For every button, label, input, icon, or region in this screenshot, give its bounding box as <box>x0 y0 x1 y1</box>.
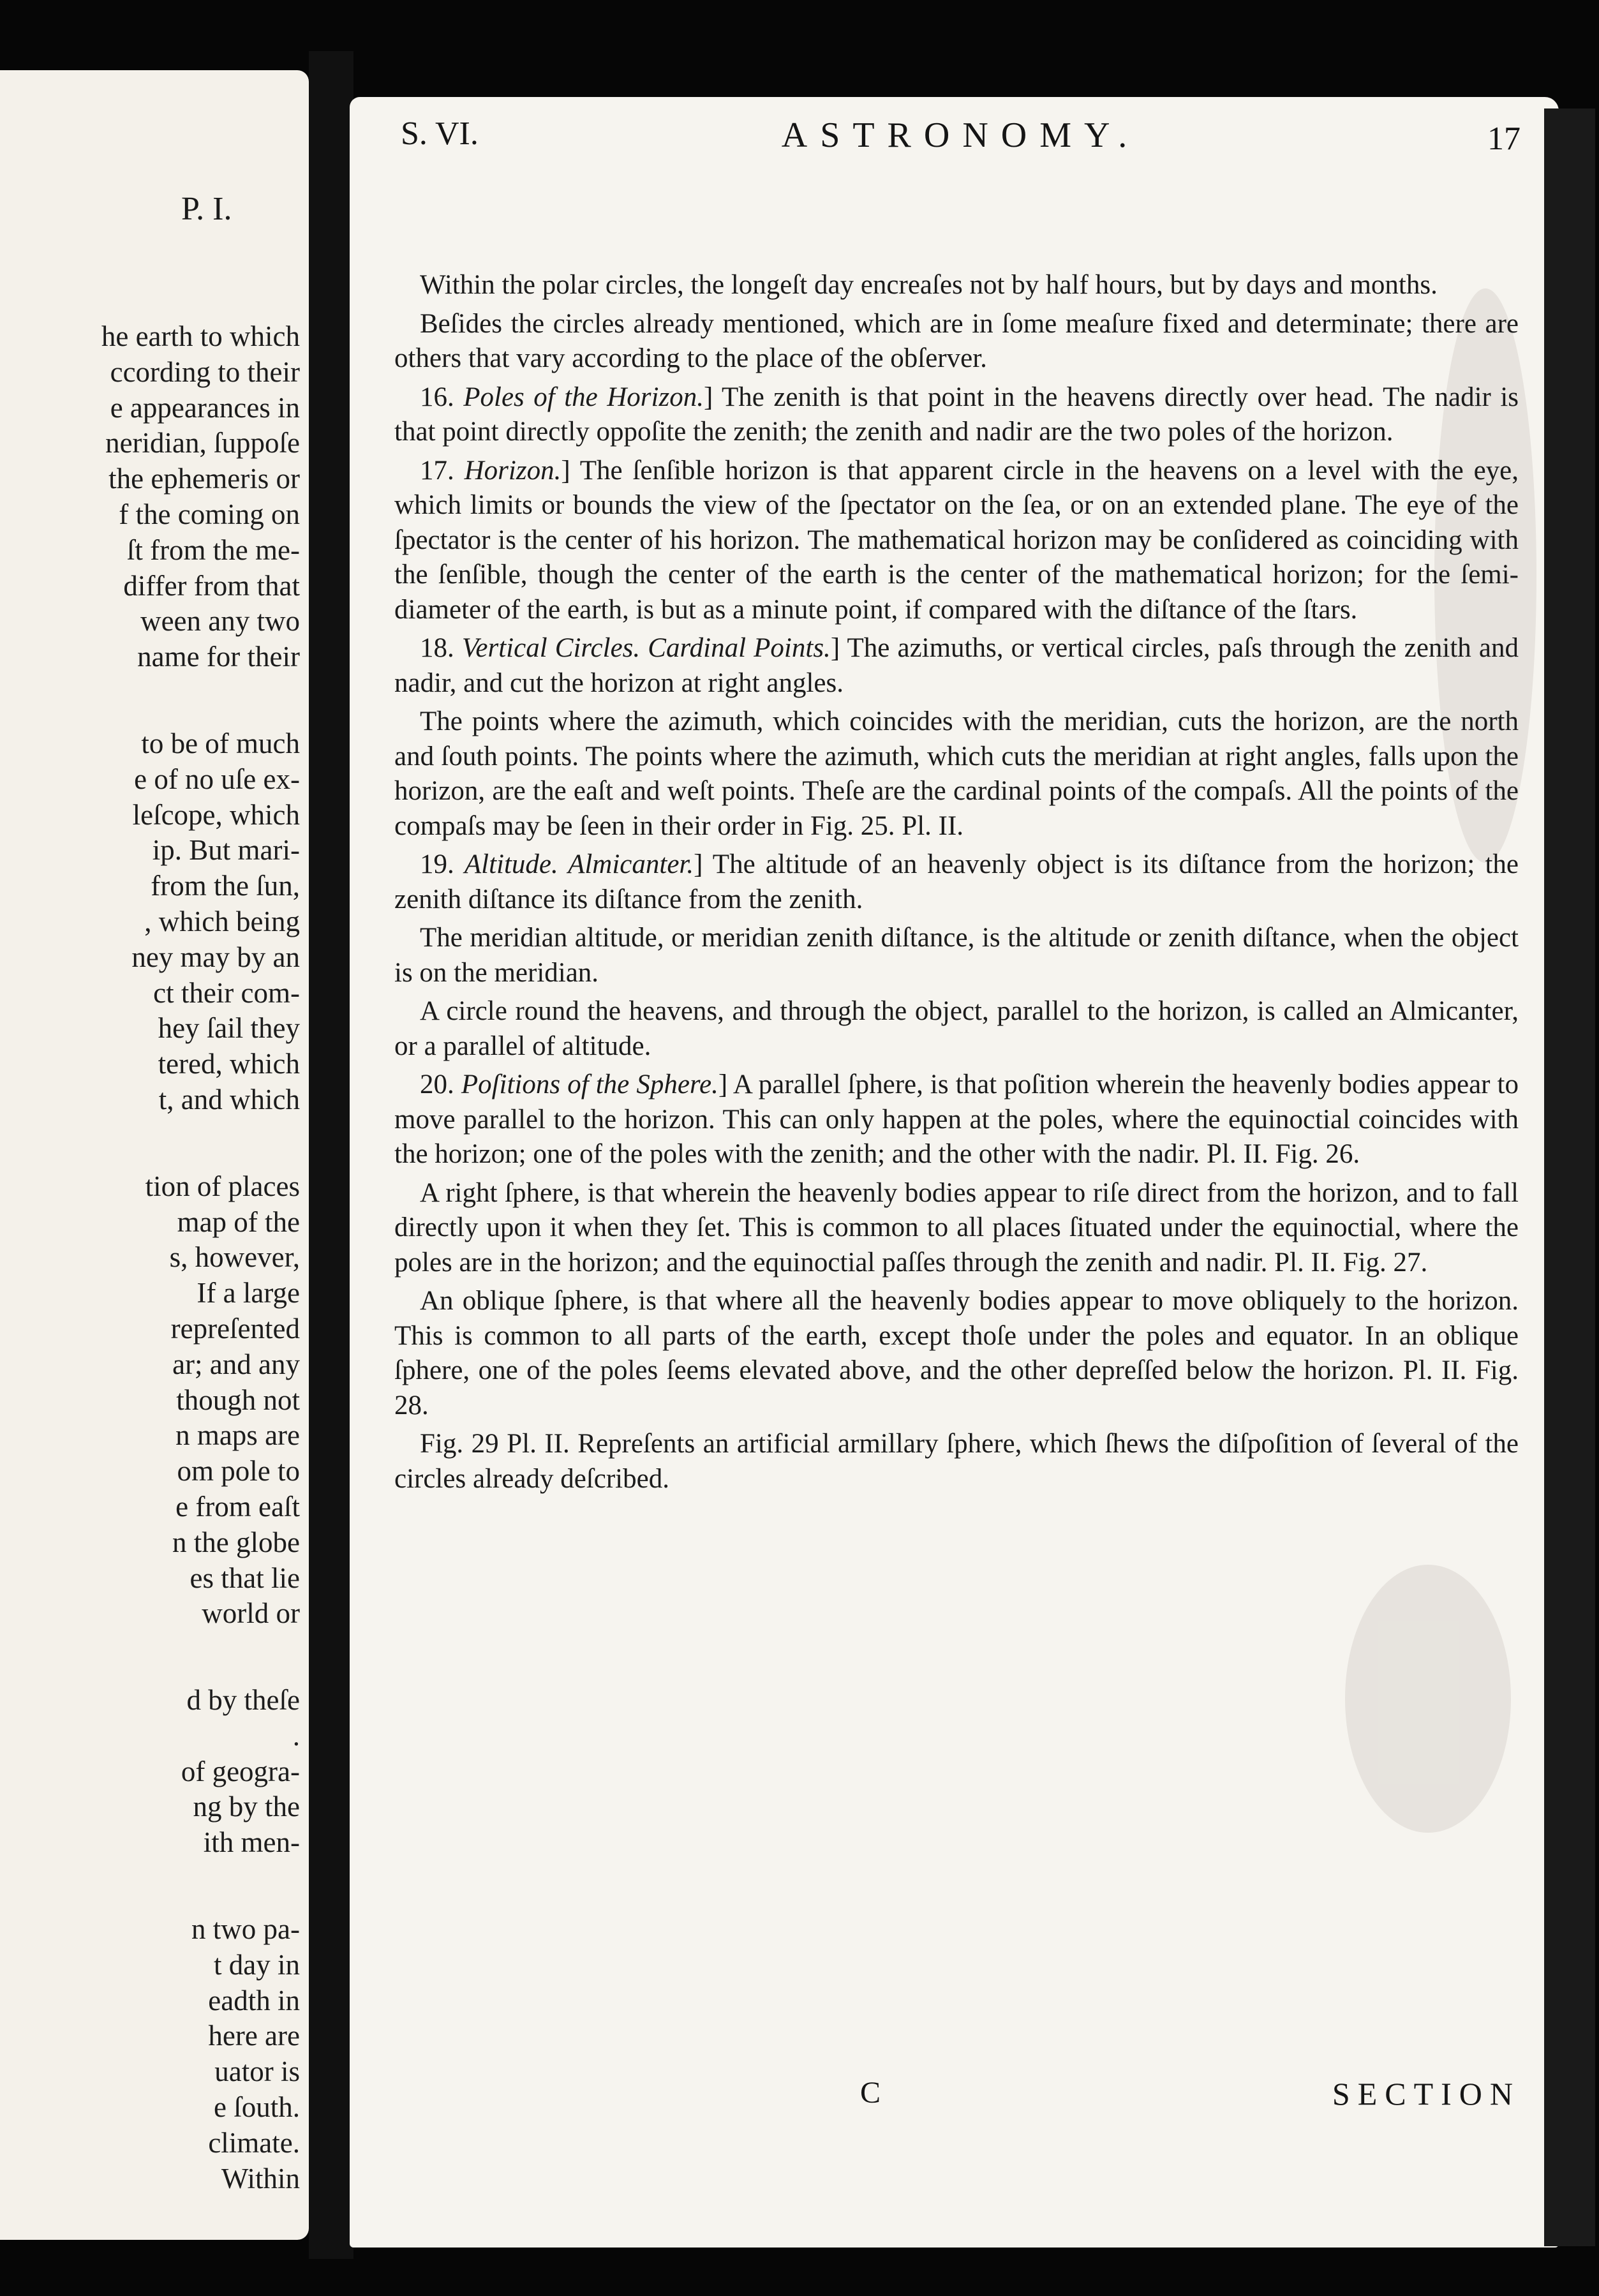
text-line: name for their <box>137 641 300 673</box>
text-line: . <box>292 1719 300 1752</box>
signature-mark: C <box>860 2076 881 2110</box>
running-head <box>401 115 1521 160</box>
paragraph <box>394 380 1519 450</box>
paragraph-text: An oblique ſphere, is that where all the heavenly bodies appear to move obliquely to the horizon. This is common to all parts of the earth, except thoſe under the poles and equator. In an oblique ſphere, one of the poles ſeems elevated above, and the other depreſſed below the horizon. Pl. II. Fig. 28. <box>394 1286 1519 1420</box>
page-title: ASTRONOMY. <box>781 116 1140 155</box>
text-line: ccording to their <box>110 355 300 388</box>
text-line: from the ſun, <box>151 870 300 902</box>
paragraph-break <box>0 1118 300 1169</box>
text-line: om pole to <box>177 1455 300 1487</box>
paragraph <box>394 268 1519 303</box>
paragraph <box>394 631 1519 701</box>
paragraph <box>394 1284 1519 1423</box>
text-line: the ephemeris or <box>108 463 300 495</box>
text-line: e from eaſt <box>175 1490 300 1523</box>
text-line: es that lie <box>190 1562 300 1594</box>
paragraph <box>394 1427 1519 1496</box>
text-line: e appearances in <box>110 391 300 424</box>
paragraph <box>394 1068 1519 1172</box>
text-line: differ from that <box>123 569 300 602</box>
text-line: hey ſail they <box>158 1012 300 1045</box>
text-line: Within <box>221 2162 300 2195</box>
paragraph-heading: Vertical Circles. Cardinal Points. <box>461 633 831 663</box>
text-line: n maps are <box>175 1419 300 1452</box>
paragraph-number: 19. <box>420 849 454 879</box>
text-line: here are <box>208 2020 300 2052</box>
paragraph <box>394 704 1519 844</box>
text-line: climate. <box>208 2126 300 2159</box>
text-line: , which being <box>144 905 300 937</box>
book-gutter <box>309 51 353 2259</box>
paper-stain <box>1345 1565 1511 1833</box>
paragraph-text: The meridian altitude, or meridian zenith diſtance, is the altitude or zenith diſtance, when the object is on the meridian. <box>394 923 1519 988</box>
paragraph-number: 16. <box>420 382 454 412</box>
paragraph-heading: Horizon. <box>464 455 562 486</box>
paragraph-text: Fig. 29 Pl. II. Repreſents an artificial armillary ſphere, which ſhews the diſpoſition of ſeveral of the circles already deſcribed. <box>394 1429 1519 1494</box>
paragraph-break <box>0 1632 300 1683</box>
paragraph-text: Within the polar circles, the longeſt day encreaſes not by half hours, but by days and months. <box>420 270 1438 300</box>
paragraph <box>394 847 1519 917</box>
text-line: to be of much <box>141 727 300 759</box>
paragraph-heading: Poles of the Horizon. <box>463 382 704 412</box>
text-line: t, and which <box>158 1083 300 1115</box>
paragraph-text: ] The azimuths, or vertical circles, paſs through the zenith and nadir, and cut the horizon at right angles. <box>394 633 1519 698</box>
paragraph-heading: Altitude. Almicanter. <box>464 849 694 879</box>
paragraph-text: ] The altitude of an heavenly object is its diſtance from the horizon; the zenith diſtance its diſtance from the zenith. <box>394 849 1519 914</box>
catchword: SECTION <box>1332 2076 1521 2112</box>
text-line: d by theſe <box>186 1684 300 1717</box>
text-line: t day in <box>214 1948 300 1981</box>
paragraph-heading: Poſitions of the Sphere. <box>461 1070 718 1100</box>
text-line: though not <box>176 1383 300 1416</box>
text-line: ar; and any <box>172 1348 300 1380</box>
text-line: he earth to which <box>101 320 300 352</box>
text-line: leſcope, which <box>132 798 300 831</box>
paragraph-text: ] The ſenſible horizon is that apparent circle in the heavens on a level with the eye, which limits or bounds the view of the ſpectator on the ſea, or on an extended plane. The eye of the ſpectator is the center of his horizon. The mathematical horizon may be conſidered as coinciding with the ſenſible, though the center of the earth is the center of the mathematical horizon; for the ſemi-diameter of the earth, is but as a minute point, if compared with the diſtance of the ſtars. <box>394 455 1519 625</box>
text-line: ct their com- <box>153 976 300 1009</box>
text-line: n two pa- <box>191 1913 300 1946</box>
paragraph-text: ] A parallel ſphere, is that poſition wherein the heavenly bodies appear to move parallel to the horizon. This can only happen at the poles, where the equinoctial coincides with the horizon; one of the poles with the zenith; and the other with the nadir. Pl. II. Fig. 26. <box>394 1070 1519 1169</box>
text-line: ney may by an <box>131 941 300 973</box>
paragraph <box>394 1176 1519 1281</box>
text-line: If a large <box>197 1277 300 1309</box>
text-line: of geogra- <box>181 1755 300 1787</box>
text-line: tered, which <box>158 1048 300 1080</box>
text-line: e ſouth. <box>214 2091 300 2124</box>
paragraph-text: ] The zenith is that point in the heavens directly over head. The nadir is that point directly oppoſite the zenith; the zenith and nadir are the two poles of the horizon. <box>394 382 1519 447</box>
paragraph-text: A right ſphere, is that wherein the heavenly bodies appear to riſe direct from the horizon, and to fall directly upon it when they ſet. This is common to all places ſituated under the equinoctial, where the poles are in the horizon; and the equinoctial paſſes through the zenith and nadir. Pl. II. Fig. 27. <box>394 1177 1519 1278</box>
paragraph-number: 20. <box>420 1070 454 1100</box>
paragraph <box>394 307 1519 376</box>
text-line: eadth in <box>208 1984 300 2016</box>
text-line: repreſented <box>170 1312 300 1345</box>
text-line: e of no uſe ex- <box>134 763 300 795</box>
page-edge <box>1544 108 1595 2246</box>
left-page-text <box>0 319 300 2196</box>
paragraph <box>394 921 1519 990</box>
text-line: tion of places <box>145 1170 300 1202</box>
paragraph-text: A circle round the heavens, and through the object, parallel to the horizon, is called an Almicanter, or a parallel of altitude. <box>394 996 1519 1061</box>
page-body-text <box>394 268 1519 1500</box>
text-line: n the globe <box>172 1526 300 1558</box>
text-line: ſt from the me- <box>126 533 300 566</box>
text-line: ith men- <box>203 1826 300 1859</box>
paragraph-break <box>0 675 300 726</box>
text-line: neridian, ſuppoſe <box>105 427 300 459</box>
text-line: ip. But mari- <box>152 834 300 867</box>
catchline <box>401 2075 1521 2120</box>
left-page <box>0 70 309 2240</box>
text-line: f the coming on <box>119 498 300 530</box>
text-line: ween any two <box>140 605 300 637</box>
paragraph-number: 18. <box>420 633 454 663</box>
text-line: uator is <box>214 2055 300 2088</box>
text-line: s, however, <box>169 1241 300 1274</box>
paragraph-text: The points where the azimuth, which coincides with the meridian, cuts the horizon, are the north and ſouth points. The points where the azimuth, which cuts the meridian at right angles, falls upon the horizon, are the eaſt and weſt points. Theſe are the cardinal points of the compaſs. All the points of the compaſs may be ſeen in their order in Fig. 25. Pl. II. <box>394 706 1519 841</box>
paragraph <box>394 454 1519 628</box>
paragraph-number: 17. <box>420 455 454 486</box>
paragraph-text: Beſides the circles already mentioned, which are in ſome meaſure fixed and determinate; there are others that vary according to the place of the obſerver. <box>394 308 1519 373</box>
text-line: map of the <box>177 1205 300 1238</box>
paragraph <box>394 994 1519 1064</box>
section-label: S. VI. <box>401 116 479 152</box>
text-line: world or <box>202 1597 300 1630</box>
page-number: 17 <box>1487 121 1521 157</box>
left-page-heading: P. I. <box>181 191 232 227</box>
paragraph-break <box>0 1861 300 1912</box>
text-line: ng by the <box>193 1791 300 1823</box>
